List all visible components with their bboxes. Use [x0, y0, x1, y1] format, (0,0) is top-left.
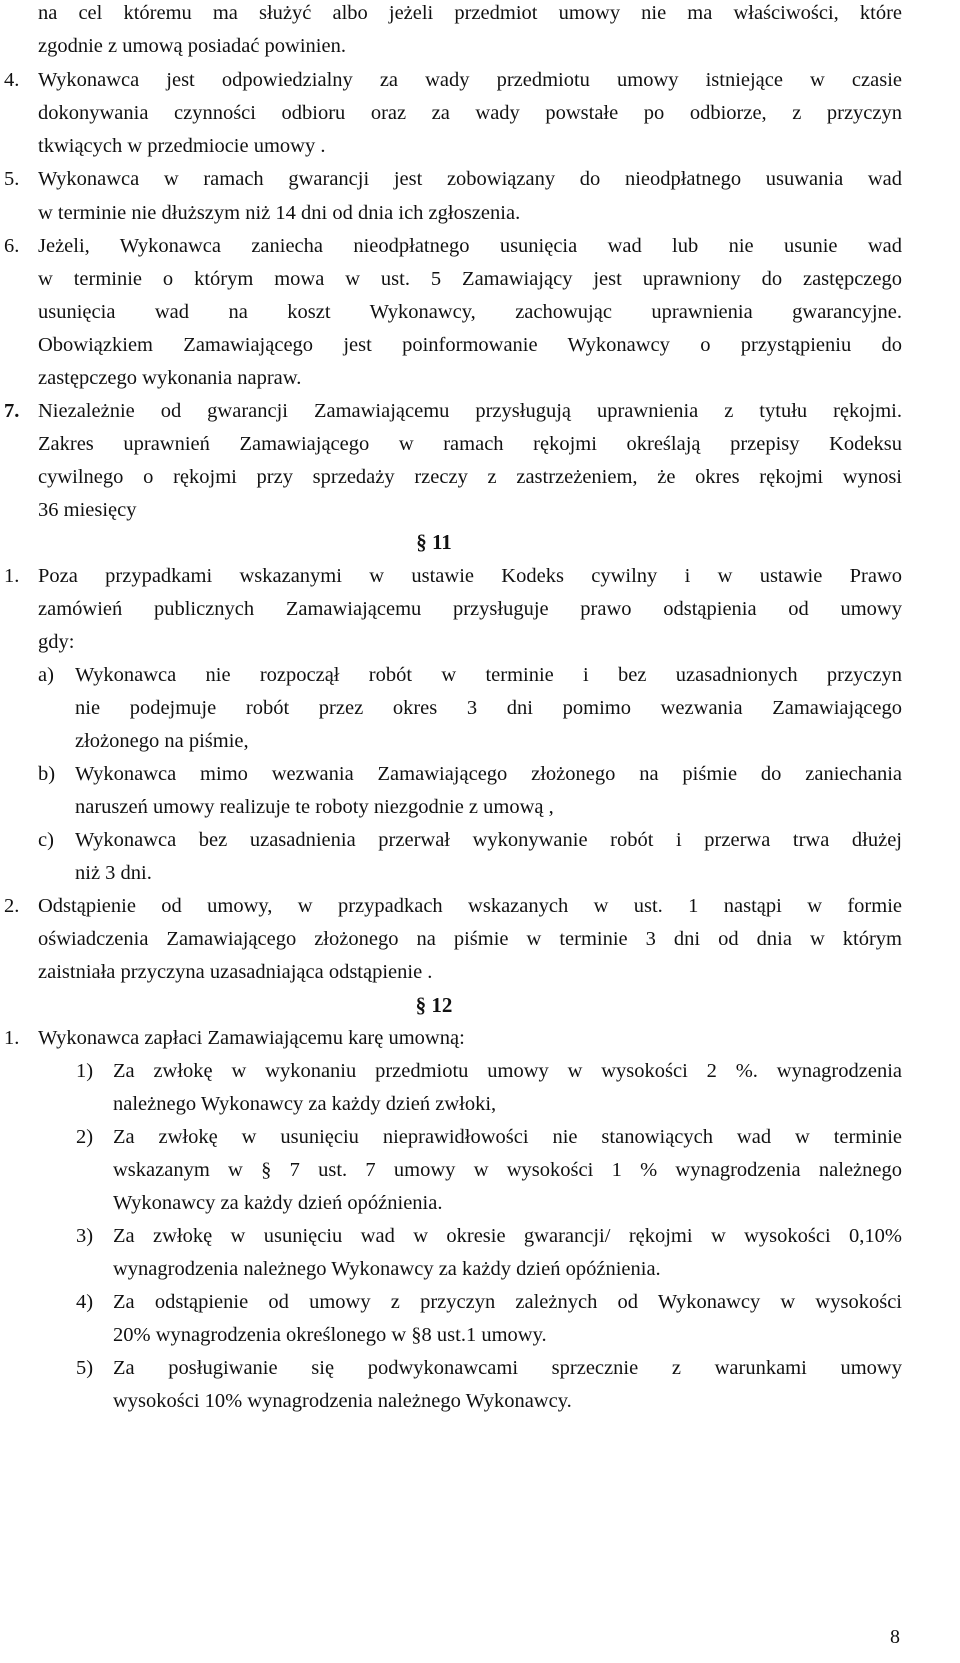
- text-line: wynagrodzenia należnego Wykonawcy za każdy dzień opóźnienia.: [113, 1258, 661, 1280]
- text-line: usunięcia wad na koszt Wykonawcy, zachowując uprawnienia gwarancyjne.: [38, 301, 902, 323]
- text-line: Obowiązkiem Zamawiającego jest poinformowanie Wykonawcy o przystąpieniu do: [38, 334, 902, 356]
- list-marker: 7.: [4, 400, 20, 422]
- text-line: gdy:: [38, 631, 75, 653]
- text-line: Wykonawca w ramach gwarancji jest zobowiązany do nieodpłatnego usuwania wad: [38, 168, 902, 190]
- text-line: Zakres uprawnień Zamawiającego w ramach rękojmi określają przepisy Kodeksu: [38, 433, 902, 455]
- text-line: zaistniała przyczyna uzasadniająca odstąpienie .: [38, 961, 433, 983]
- list-marker: 2.: [4, 895, 20, 917]
- text-line: nie podejmuje robót przez okres 3 dni pomimo wezwania Zamawiającego: [75, 697, 902, 719]
- text-line: Jeżeli, Wykonawca zaniecha nieodpłatnego usunięcia wad lub nie usunie wad: [38, 235, 902, 257]
- list-marker: 1.: [4, 565, 20, 587]
- text-line: Wykonawca bez uzasadnienia przerwał wykonywanie robót i przerwa trwa dłużej: [75, 829, 902, 851]
- list-marker: 5): [76, 1357, 94, 1379]
- text-line: Odstąpienie od umowy, w przypadkach wskazanych w ust. 1 nastąpi w formie: [38, 895, 902, 917]
- text-line: w terminie nie dłuższym niż 14 dni od dnia ich zgłoszenia.: [38, 202, 521, 224]
- section-heading: § 11: [416, 530, 452, 554]
- list-marker: 4.: [4, 69, 20, 91]
- text-line: Za zwłokę w usunięciu nieprawidłowości nie stanowiących wad w terminie: [113, 1126, 902, 1148]
- text-line: Wykonawca nie rozpoczął robót w terminie i bez uzasadnionych przyczyn: [75, 664, 902, 686]
- text-line: tkwiących w przedmiocie umowy .: [38, 135, 326, 157]
- text-line: Za zwłokę w usunięciu wad w okresie gwarancji/ rękojmi w wysokości 0,10%: [113, 1225, 902, 1247]
- text-line: zgodnie z umową posiadać powinien.: [38, 35, 346, 57]
- page-number: 8: [890, 1626, 900, 1648]
- text-line: wysokości 10% wynagrodzenia należnego Wykonawcy.: [113, 1390, 572, 1412]
- text-line: na cel któremu ma służyć albo jeżeli przedmiot umowy nie ma właściwości, które: [38, 2, 902, 24]
- text-line: Za odstąpienie od umowy z przyczyn zależnych od Wykonawcy w wysokości: [113, 1291, 902, 1313]
- list-marker: b): [38, 763, 56, 785]
- text-line: złożonego na piśmie,: [75, 730, 249, 752]
- text-line: Poza przypadkami wskazanymi w ustawie Kodeks cywilny i w ustawie Prawo: [38, 565, 902, 587]
- text-line: wskazanym w § 7 ust. 7 umowy w wysokości 1 % wynagrodzenia należnego: [113, 1159, 902, 1181]
- text-line: zastępczego wykonania napraw.: [38, 367, 302, 389]
- text-line: Wykonawca mimo wezwania Zamawiającego złożonego na piśmie do zaniechania: [75, 763, 902, 785]
- text-line: 36 miesięcy: [38, 499, 137, 521]
- list-marker: c): [38, 829, 54, 851]
- text-line: Za posługiwanie się podwykonawcami sprzecznie z warunkami umowy: [113, 1357, 902, 1379]
- list-marker: 2): [76, 1126, 94, 1148]
- list-marker: 6.: [4, 235, 20, 257]
- text-line: 20% wynagrodzenia określonego w §8 ust.1 umowy.: [113, 1324, 547, 1346]
- list-marker: 1): [76, 1060, 94, 1082]
- list-marker: 5.: [4, 168, 20, 190]
- section-heading: § 12: [415, 993, 453, 1017]
- list-marker: 1.: [4, 1027, 20, 1049]
- text-line: naruszeń umowy realizuje te roboty niezgodnie z umową ,: [75, 796, 554, 818]
- text-line: Niezależnie od gwarancji Zamawiającemu przysługują uprawnienia z tytułu rękojmi.: [38, 400, 902, 422]
- text-line: Za zwłokę w wykonaniu przedmiotu umowy w wysokości 2 %. wynagrodzenia: [113, 1060, 902, 1082]
- text-line: cywilnego o rękojmi przy sprzedaży rzeczy z zastrzeżeniem, że okres rękojmi wynosi: [38, 466, 902, 488]
- list-marker: 3): [76, 1225, 94, 1247]
- text-line: oświadczenia Zamawiającego złożonego na piśmie w terminie 3 dni od dnia w którym: [38, 928, 902, 950]
- text-line: Wykonawcy za każdy dzień opóźnienia.: [113, 1192, 443, 1214]
- text-line: dokonywania czynności odbioru oraz za wady powstałe po odbiorze, z przyczyn: [38, 102, 902, 124]
- text-line: Wykonawca zapłaci Zamawiającemu karę umowną:: [38, 1027, 465, 1049]
- text-line: niż 3 dni.: [75, 862, 152, 884]
- text-line: Wykonawca jest odpowiedzialny za wady przedmiotu umowy istniejące w czasie: [38, 69, 902, 91]
- text-line: należnego Wykonawcy za każdy dzień zwłoki,: [113, 1093, 497, 1115]
- text-line: zamówień publicznych Zamawiającemu przysługuje prawo odstąpienia od umowy: [38, 598, 902, 620]
- text-line: w terminie o którym mowa w ust. 5 Zamawiający jest uprawniony do zastępczego: [38, 268, 902, 290]
- list-marker: 4): [76, 1291, 94, 1313]
- list-marker: a): [38, 664, 54, 686]
